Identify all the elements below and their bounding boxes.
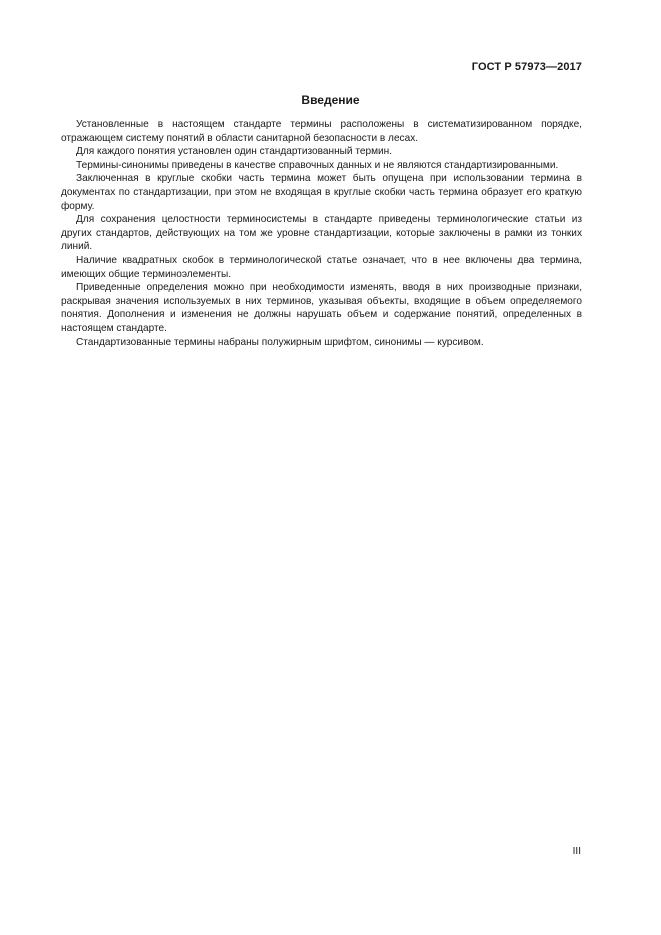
document-code: ГОСТ Р 57973—2017 — [471, 61, 582, 73]
paragraph: Для каждого понятия установлен один стандартизованный термин. — [76, 146, 393, 158]
page-number: III — [572, 846, 581, 857]
paragraph: Установленные в настоящем стандарте термины расположены в систематизированном порядке, отражающем систему понятий в области санитарной безопасности в лесах. — [61, 119, 582, 144]
paragraph: Для сохранения целостности терминосистемы в стандарте приведены терминологические статьи из других стандартов, действующих на том же уровне стандартизации, которые заключены в рамки из тонких линий. — [61, 214, 582, 253]
paragraph: Приведенные определения можно при необходимости изменять, вводя в них производные признаки, раскрывая значения используемых в них терминов, указывая объекты, входящие в объем определяемого понятия. Дополнения и изменения не должны нарушать объем и содержание понятий, определенных в настоящем стандарте. — [61, 282, 582, 334]
paragraph: Наличие квадратных скобок в терминологической статье означает, что в нее включены два термина, имеющих общие терминоэлементы. — [61, 254, 582, 280]
paragraph: Термины-синонимы приведены в качестве справочных данных и не являются стандартизированными. — [76, 159, 559, 171]
paragraph: Заключенная в круглые скобки часть термина может быть опущена при использовании термина в документах по стандартизации, при этом не входящая в круглые скобки часть термина образует его краткую форму. — [61, 173, 582, 212]
paragraph: Стандартизованные термины набраны полужирным шрифтом, синонимы — курсивом. — [76, 336, 484, 348]
body-text — [61, 118, 582, 349]
section-title: Введение — [301, 93, 360, 107]
